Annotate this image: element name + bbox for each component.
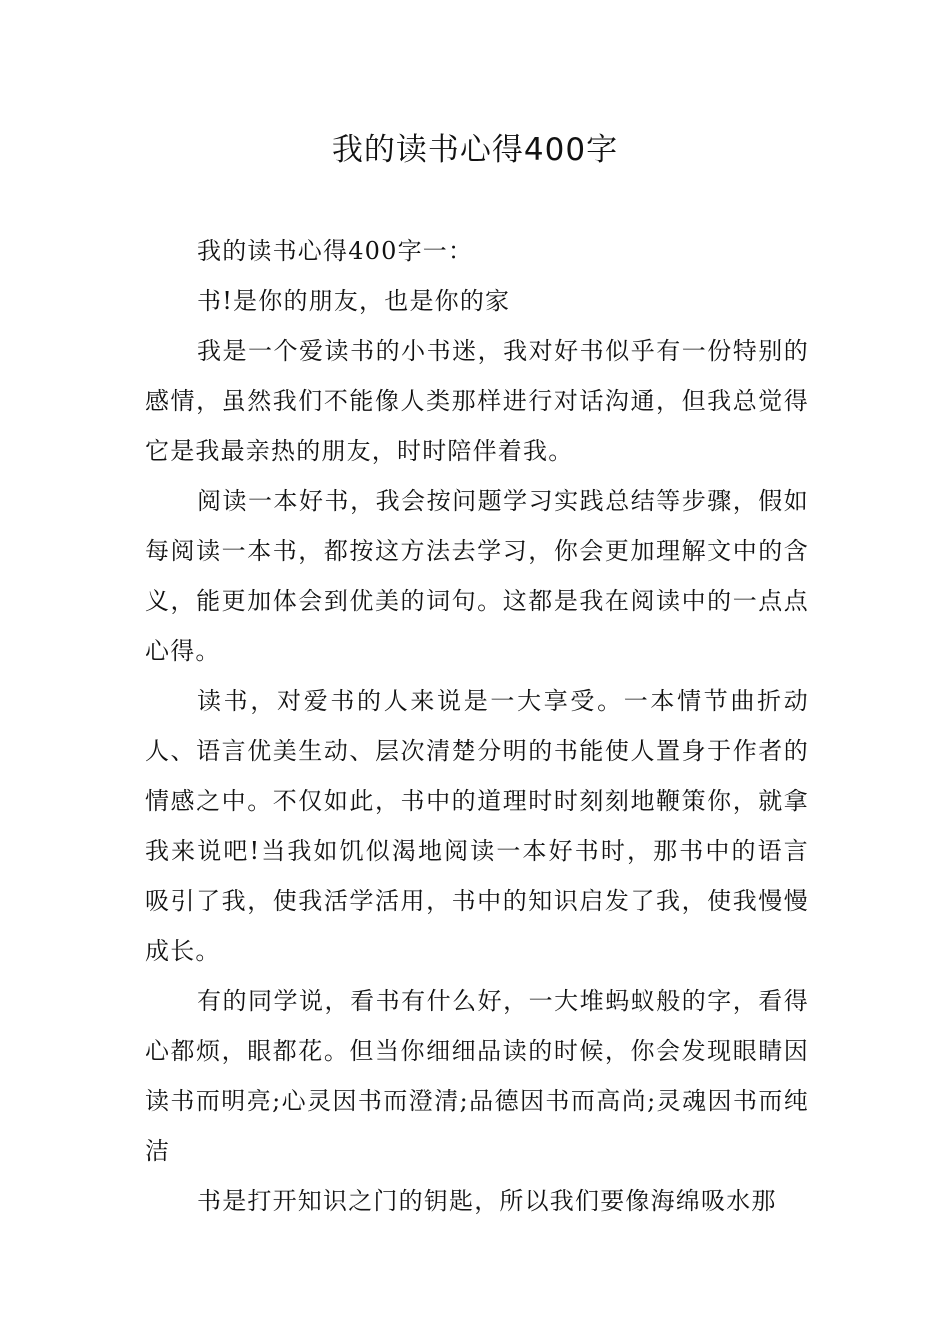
- document-title: 我的读书心得400字: [331, 132, 619, 168]
- paragraph-subtitle: 我的读书心得400字一：: [197, 237, 474, 265]
- paragraph: 有的同学说，看书有什么好，一大堆蚂蚁般的字，看得心都烦，眼都花。但当你细细品读的时候，你会发现眼睛因读书而明亮;心灵因书而澄清;品德因书而高尚;灵魂因书而纯洁: [145, 987, 809, 1165]
- paragraph: 我是一个爱读书的小书迷，我对好书似乎有一份特别的感情，虽然我们不能像人类那样进行对话沟通，但我总觉得它是我最亲热的朋友，时时陪伴着我。: [145, 337, 809, 465]
- document-body: [145, 226, 809, 1226]
- paragraph: 阅读一本好书，我会按问题学习实践总结等步骤，假如每阅读一本书，都按这方法去学习，你会更加理解文中的含义，能更加体会到优美的词句。这都是我在阅读中的一点点心得。: [145, 487, 809, 665]
- paragraph-heading: 书!是你的朋友，也是你的家: [197, 287, 511, 315]
- paragraph: 书是打开知识之门的钥匙，所以我们要像海绵吸水那: [197, 1187, 777, 1215]
- paragraph: 读书，对爱书的人来说是一大享受。一本情节曲折动人、语言优美生动、层次清楚分明的书能使人置身于作者的情感之中。不仅如此，书中的道理时时刻刻地鞭策你，就拿我来说吧!当我如饥似渴地阅读一本好书时，那书中的语言吸引了我，使我活学活用，书中的知识启发了我，使我慢慢成长。: [145, 687, 809, 965]
